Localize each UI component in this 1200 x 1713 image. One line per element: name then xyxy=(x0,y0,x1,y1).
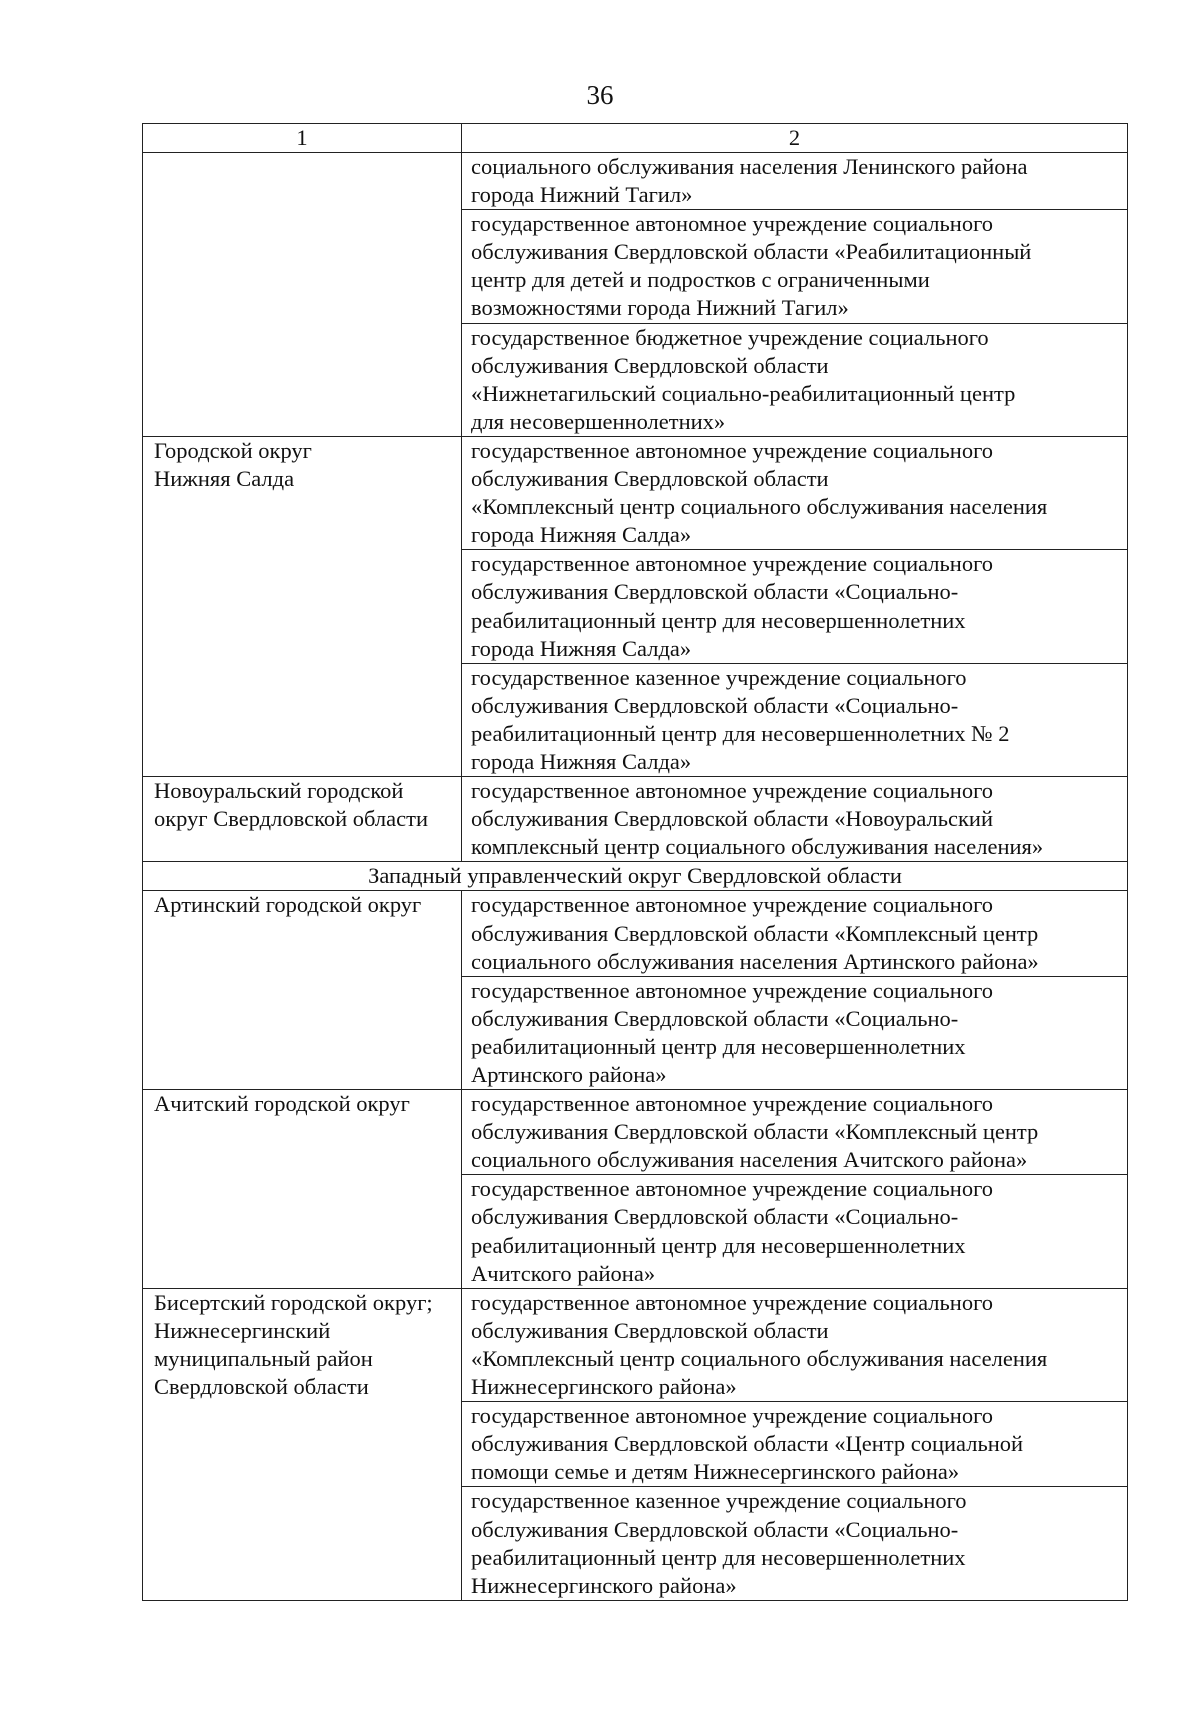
institution-line: Нижнесергинского района» xyxy=(471,1572,737,1598)
institution-line: обслуживания Свердловской области xyxy=(471,352,829,378)
institutions-table xyxy=(142,123,1128,1601)
institution-line: реабилитационный центр для несовершеннолетних xyxy=(471,1544,966,1570)
municipality-line: Новоуральский городской xyxy=(154,778,404,804)
institution-line: для несовершеннолетних» xyxy=(471,408,726,434)
institution-line: Ачитского района» xyxy=(471,1260,656,1286)
institution-line: государственное автономное учреждение социального xyxy=(471,211,993,237)
institution-cell xyxy=(462,1175,1128,1288)
municipality-line: Городской округ xyxy=(154,437,312,463)
table-header-row xyxy=(143,124,1128,153)
institution-line: города Нижняя Салда» xyxy=(471,635,692,661)
institution-line: социального обслуживания населения Артинского района» xyxy=(471,948,1039,974)
municipality-cell xyxy=(143,1090,462,1289)
municipality-cell xyxy=(143,1288,462,1600)
institution-line: государственное автономное учреждение социального xyxy=(471,437,993,463)
institution-line: комплексный центр социального обслуживания населения» xyxy=(471,834,1044,860)
institution-line: государственное автономное учреждение социального xyxy=(471,1289,993,1315)
institution-line: Нижнесергинского района» xyxy=(471,1374,737,1400)
municipality-line: Свердловской области xyxy=(154,1374,369,1400)
municipality-cell xyxy=(143,436,462,776)
institution-cell xyxy=(462,663,1128,776)
institution-cell xyxy=(462,777,1128,862)
institution-line: социального обслуживания населения Ачитского района» xyxy=(471,1147,1028,1173)
institution-line: обслуживания Свердловской области «Новоуральский xyxy=(471,806,993,832)
table-row xyxy=(143,777,1128,862)
institution-line: помощи семье и детям Нижнесергинского района» xyxy=(471,1459,960,1485)
institution-line: города Нижняя Салда» xyxy=(471,748,692,774)
institution-line: обслуживания Свердловской области «Реабилитационный xyxy=(471,239,1032,265)
institution-line: государственное автономное учреждение социального xyxy=(471,892,993,918)
institution-line: обслуживания Свердловской области «Социально- xyxy=(471,692,959,718)
institution-line: реабилитационный центр для несовершеннолетних xyxy=(471,1232,966,1258)
institution-line: обслуживания Свердловской области «Комплексный центр xyxy=(471,920,1039,946)
institution-line: государственное автономное учреждение социального xyxy=(471,551,993,577)
municipality-line: Нижнесергинский xyxy=(154,1317,331,1343)
institution-line: Артинского района» xyxy=(471,1062,667,1087)
municipality-line: муниципальный район xyxy=(154,1345,373,1371)
institution-line: реабилитационный центр для несовершеннолетних № 2 xyxy=(471,720,1010,746)
institution-cell xyxy=(462,1288,1128,1401)
municipality-line: Артинский городской округ xyxy=(154,892,422,918)
institution-line: государственное казенное учреждение социального xyxy=(471,664,967,690)
column-header-1: 1 xyxy=(143,124,462,153)
institution-line: обслуживания Свердловской области «Социально- xyxy=(471,1204,959,1230)
institution-line: обслуживания Свердловской области xyxy=(471,1317,829,1343)
institution-line: центр для детей и подростков с ограниченными xyxy=(471,267,930,293)
institution-cell xyxy=(462,550,1128,663)
column-header-2: 2 xyxy=(462,124,1128,153)
municipality-cell xyxy=(143,153,462,437)
institution-line: обслуживания Свердловской области «Комплексный центр xyxy=(471,1119,1039,1145)
municipality-cell xyxy=(143,891,462,1090)
institution-line: возможностями города Нижний Тагил» xyxy=(471,295,849,321)
institution-line: «Нижнетагильский социально-реабилитационный центр xyxy=(471,380,1016,406)
municipality-cell xyxy=(143,777,462,862)
institution-line: обслуживания Свердловской области «Социально- xyxy=(471,1516,959,1542)
municipality-line: округ Свердловской области xyxy=(154,806,428,832)
municipality-line: Нижняя Салда xyxy=(154,466,295,492)
table-row xyxy=(143,1288,1128,1401)
institution-cell xyxy=(462,976,1128,1089)
institution-line: реабилитационный центр для несовершеннолетних xyxy=(471,607,966,633)
institution-line: обслуживания Свердловской области xyxy=(471,466,829,492)
institution-cell xyxy=(462,323,1128,436)
institution-cell xyxy=(462,1487,1128,1600)
institution-cell xyxy=(462,210,1128,323)
table-row xyxy=(143,436,1128,549)
institution-line: «Комплексный центр социального обслуживания населения xyxy=(471,1345,1048,1371)
municipality-line: Бисертский городской округ; xyxy=(154,1289,433,1315)
institution-cell xyxy=(462,1402,1128,1487)
institution-line: государственное автономное учреждение социального xyxy=(471,1403,993,1429)
institution-line: обслуживания Свердловской области «Социально- xyxy=(471,1005,959,1031)
institution-line: государственное автономное учреждение социального xyxy=(471,1091,993,1117)
institution-line: социального обслуживания населения Ленинского района xyxy=(471,154,1028,179)
table-row xyxy=(143,891,1128,976)
institution-line: реабилитационный центр для несовершеннолетних xyxy=(471,1033,966,1059)
table-row xyxy=(143,153,1128,210)
institution-cell xyxy=(462,1090,1128,1175)
page-number: 36 xyxy=(586,80,614,110)
institution-line: города Нижняя Салда» xyxy=(471,522,692,548)
institution-line: обслуживания Свердловской области «Социально- xyxy=(471,579,959,605)
institution-cell xyxy=(462,153,1128,210)
section-title: Западный управленческий округ Свердловской области xyxy=(143,862,1128,891)
institution-line: государственное бюджетное учреждение социального xyxy=(471,324,989,350)
institution-line: «Комплексный центр социального обслуживания населения xyxy=(471,494,1048,520)
institution-line: государственное автономное учреждение социального xyxy=(471,778,993,804)
institution-line: государственное казенное учреждение социального xyxy=(471,1488,967,1514)
institution-line: государственное автономное учреждение социального xyxy=(471,1176,993,1202)
institution-line: государственное автономное учреждение социального xyxy=(471,977,993,1003)
municipality-line: Ачитский городской округ xyxy=(154,1091,410,1117)
table-body xyxy=(143,124,1128,1601)
institution-cell xyxy=(462,436,1128,549)
institution-line: обслуживания Свердловской области «Центр социальной xyxy=(471,1431,1024,1457)
institution-line: города Нижний Тагил» xyxy=(471,182,693,208)
table-row xyxy=(143,1090,1128,1175)
section-row xyxy=(143,862,1128,891)
institution-cell xyxy=(462,891,1128,976)
